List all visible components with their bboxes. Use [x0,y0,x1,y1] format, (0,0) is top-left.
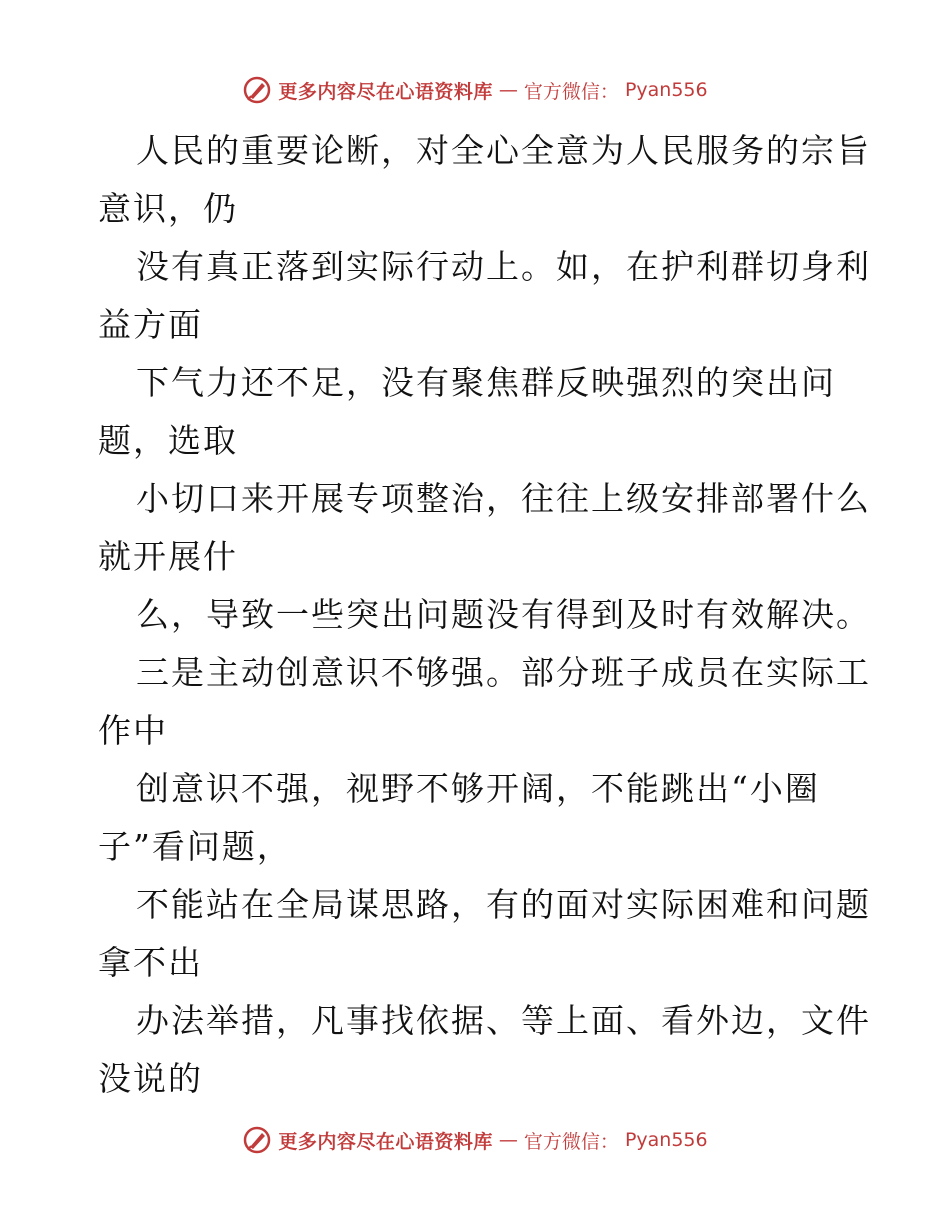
watermark-dash: — [498,1129,518,1151]
text-line: 不能站在全局谋思路，有的面对实际困难和问题 [136,885,871,924]
header-watermark [0,70,950,110]
text-line: 么，导致一些突出问题没有得到及时有效解决。 [136,595,871,634]
document-body [98,122,871,1108]
text-line: 创意识不强，视野不够开阔，不能跳出“小圈 [136,769,820,808]
footer-watermark [0,1120,950,1160]
watermark-official-text: 官方微信： [523,1130,619,1153]
text-line: 益方面 [98,305,203,344]
text-line: 作中 [98,711,168,750]
text-line: 就开展什 [98,537,238,576]
text-line: 拿不出 [98,943,203,982]
text-line: 办法举措，凡事找依据、等上面、看外边，文件 [136,1001,871,1040]
text-line: 意识，仍 [98,189,238,228]
quill-pen-logo-icon [242,1125,272,1155]
text-line: 三是主动创意识不够强。部分班子成员在实际工 [136,653,871,692]
text-line: 题，选取 [98,421,238,460]
watermark-official-text: 官方微信： [523,80,619,103]
watermark-site-text: 更多内容尽在心语资料库 [278,1130,493,1153]
text-line: 没说的 [98,1059,203,1098]
text-line: 下气力还不足，没有聚焦群反映强烈的突出问 [136,363,836,402]
watermark-account: Pyan556 [624,1129,708,1151]
watermark-site-text: 更多内容尽在心语资料库 [278,80,493,103]
quill-pen-logo-icon [242,75,272,105]
text-line: 小切口来开展专项整治，往往上级安排部署什么 [136,479,871,518]
watermark-account: Pyan556 [624,79,708,101]
watermark-dash: — [498,79,518,101]
text-line: 没有真正落到实际行动上。如，在护利群切身利 [136,247,871,286]
text-line: 子”看问题， [98,827,292,866]
text-line: 人民的重要论断，对全心全意为人民服务的宗旨 [136,131,871,170]
